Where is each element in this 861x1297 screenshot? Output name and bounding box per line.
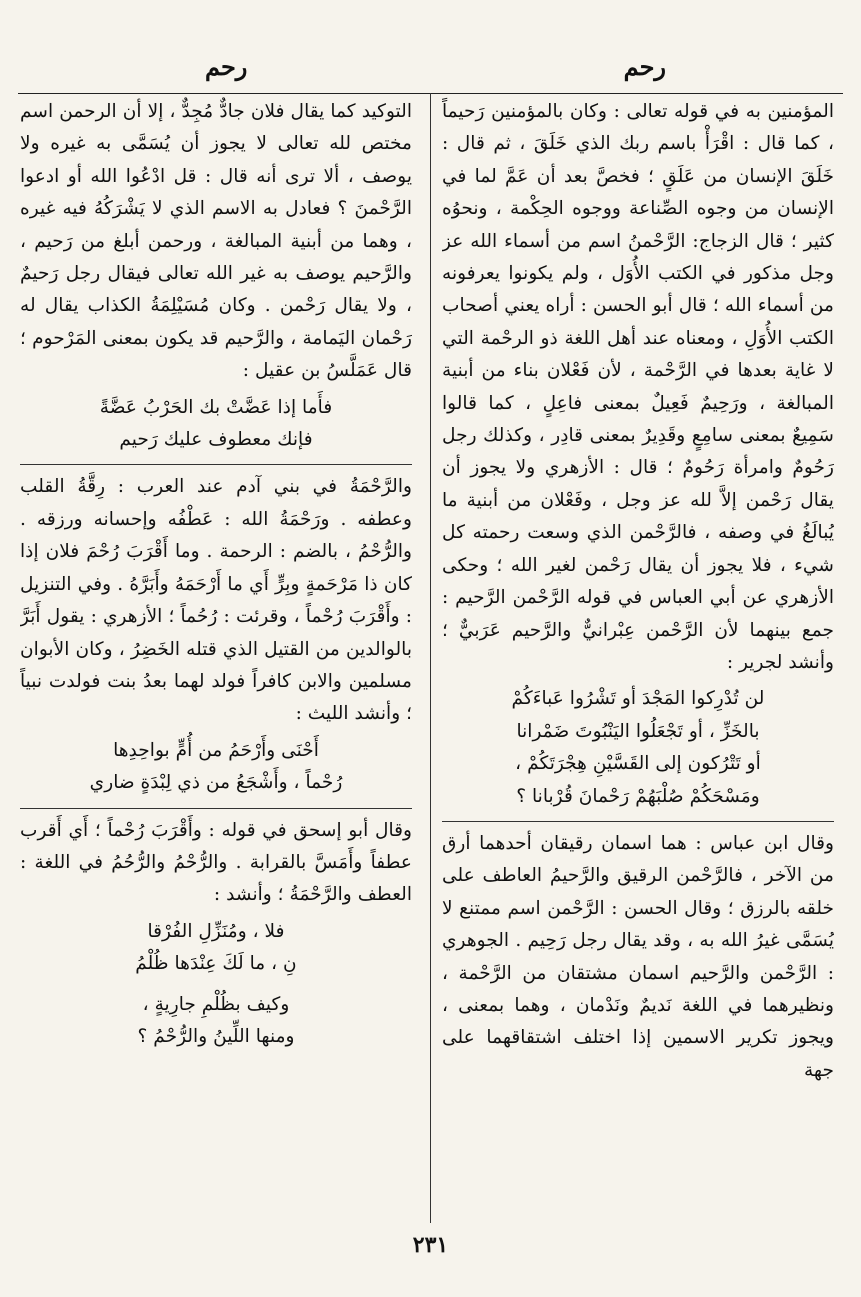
left-verse-3 <box>20 916 412 1054</box>
verse-line: ومَسْحَكُمْ صُلْبَهُمْ رَحْمانَ قُرْبانا ؟ <box>516 785 760 807</box>
verse-line: ومنها اللِّينُ والرُّحْمُ ؟ <box>137 1025 295 1047</box>
left-paragraph-3: وقال أبو إسحق في قوله : وأَقْرَبَ رُحْماً ؛ أَي أَقرب عطفاً وأَمَسَّ بالقرابة . والرُّحْمُ والرُّحُمُ في اللغة : العطف والرَّحْمَةُ ؛ وأنشد : <box>20 819 412 906</box>
section-separator <box>20 464 412 465</box>
verse-line: فلا ، ومُنَزِّلِ الفُرْقا <box>147 920 285 942</box>
right-verse-1 <box>442 683 834 813</box>
right-column <box>442 96 834 1224</box>
left-verse-1 <box>20 392 412 457</box>
left-verse-2 <box>20 735 412 800</box>
verse-line: فأَما إذا عَضَّتْ بك الحَرْبُ عَضَّةً <box>99 396 333 418</box>
verse-gap <box>20 981 412 989</box>
page-number: ٢٣١ <box>412 1232 449 1258</box>
header-left-title: رحم <box>205 52 248 81</box>
right-paragraph-2: وقال ابن عباس : هما اسمان رقيقان أحدهما أرق من الآخر ، فالرَّحْمن الرقيق والرَّحيمُ العاطف على خلقه بالرزق ؛ وقال الحسن : الرَّحْمن اسم ممتنع لا يُسَمَّى غيرُ الله به ، وقد يقال رجل رَحِيم . الجوهري : الرَّحْمن والرَّحيم اسمان مشتقان من الرَّحْمة ، ونظيرهما في اللغة نَديمٌ ونَدْمان ، وهما بمعنى ، ويجوز تكرير الاسمين إذا اختلف اشتقاقهما على جهة <box>442 832 834 1081</box>
verse-line: رُحْماً ، وأَشْجَعُ من ذي لِبْدَةٍ ضاري <box>89 772 343 794</box>
section-separator <box>20 808 412 809</box>
header-right-title: رحم <box>623 52 666 81</box>
verse-line: نِ ، ما لَكَ عِنْدَها ظُلْمُ <box>135 953 297 975</box>
verse-line: فإنك معطوف عليك رَحيم <box>119 429 313 451</box>
verse-line: لن تُدْرِكوا المَجْدَ أو تَشْرُوا عَباءَكُمْ <box>511 688 765 710</box>
column-divider <box>430 93 431 1223</box>
left-column <box>20 96 412 1224</box>
left-paragraph-1: التوكيد كما يقال فلان جادٌّ مُجِدٌّ ، إلا أن الرحمن اسم مختص لله تعالى لا يجوز أن يُسَمَّى به غيره ولا يوصف ، ألا ترى أنه قال : قل ادْعُوا الله أو ادعوا الرَّحْمنَ ؟ فعادل به الاسم الذي لا يَشْرَكُهُ فيه غيره ، وهما من أبنية المبالغة ، ورحمن أبلغ من رَحيم ، والرَّحيم يوصف به غير الله تعالى فيقال رجل رَحيمٌ ، ولا يقال رَحْمن . وكان مُسَيْلِمَةُ الكذاب يقال له رَحْمان اليَمامة ، والرَّحيم قد يكون بمعنى المَرْحوم ؛ قال عَمَلَّسُ بن عقيل : <box>20 101 412 382</box>
verse-line: وكيف بظُلْمِ جارِيةٍ ، <box>142 993 290 1015</box>
page-header <box>0 52 861 92</box>
verse-line: بالخَزِّ ، أو تَجْعَلُوا اليَنْبُوتَ ضَمْرانا <box>516 720 760 742</box>
right-paragraph-1: المؤمنين به في قوله تعالى : وكان بالمؤمنين رَحيماً ، كما قال : اقْرَأْ باسم ربك الذي خَلَقَ ، ثم قال : خَلَقَ الإنسان من عَلَقٍ ؛ فخصَّ بعد أن عَمَّ لما في الإنسان من وجوه الصِّناعة ووجوه الحِكْمة ، ونحوُه كثير ؛ قال الزجاج: الرَّحْمنُ اسم من أسماء الله عز وجل مذكور في الكتب الأُوَل ، ولم يكونوا يعرفونه من أسماء الله ؛ قال أبو الحسن : أراه يعني أصحاب الكتب الأُوَلِ ، ومعناه عند أهل اللغة ذو الرحْمة التي لا غاية بعدها في الرَّحْمة ، لأن فَعْلان بناء من أبنية المبالغة ، ورَحِيمٌ فَعِيلٌ بمعنى فاعِلٍ ، كما قالوا سَمِيعٌ بمعنى سامِعٍ وقَدِيرٌ بمعنى قادِر ، وكذلك رجل رَحُومٌ وامرأة رَحُومٌ ؛ قال : الأزهري ولا يجوز أن يقال رَحْمن إلاَّ لله عز وجل ، وفَعْلان من أبنية ما يُبالَغُ في وصفه ، فالرَّحْمن الذي وسعت رحمته كل شيء ، فلا يجوز أن يقال رَحْمن لغير الله ؛ وحكى الأزهري عن أبي العباس في قوله الرَّحْمن الرَّحيم : جمع بينهما لأن الرَّحْمن عِبْرانيٌّ والرَّحيم عَرَبيٌّ ؛ وأنشد لجرير : <box>442 101 834 673</box>
left-paragraph-2: والرَّحْمَةُ في بني آدم عند العرب : رِقَّةُ القلب وعطفه . ورَحْمَةُ الله : عَطْفُه وإحسانه ورزقه . والرُّحْمُ ، بالضم : الرحمة . وما أَقْرَبَ رُحْمَ فلان إذا كان ذا مَرْحَمةٍ وبِرٍّ أَي ما أَرْحَمَهُ وأَبَرَّهُ . وفي التنزيل : وأَقْرَبَ رُحْماً ، وقرئت : رُحُماً ؛ الأزهري : يقول أَبَرَّ بالوالدين من القتيل الذي قتله الخَضِرُ ، وكان الأبوان مسلمين والابن كافراً فولد لهما بعدُ بنت فولدت نبياً ؛ وأنشد الليث : <box>20 476 412 725</box>
verse-line: أَحْنَى وأَرْحَمُ من أُمٍّ بواحِدِها <box>113 739 319 761</box>
section-separator <box>442 821 834 822</box>
verse-line: أو تَتْرُكون إلى القَسَّيْنِ هِجْرَتَكُمْ ، <box>515 753 761 775</box>
